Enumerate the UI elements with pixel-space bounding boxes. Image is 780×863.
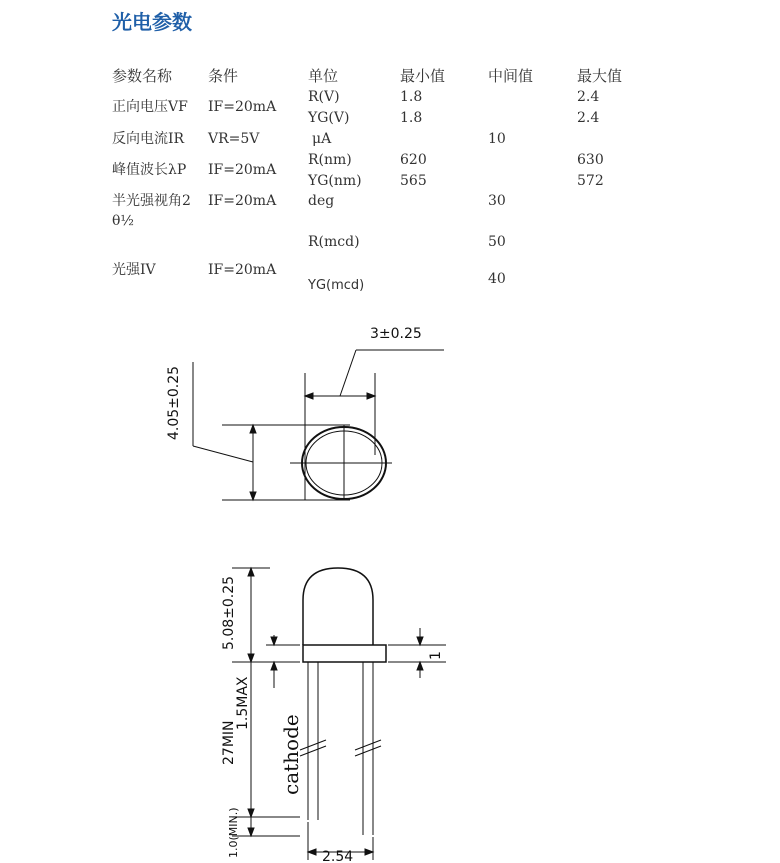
row-wl-min-r: 620	[400, 152, 427, 168]
row-angle-param-line1: 半光强视角2	[112, 193, 191, 209]
row-angle-unit: deg	[308, 193, 335, 209]
row-vf-max-r: 2.4	[577, 89, 600, 105]
row-ir-typ: 10	[488, 131, 506, 147]
top-view	[193, 350, 444, 500]
row-wl-unit-yg: YG(nm)	[308, 173, 362, 189]
cathode-label: cathode	[279, 714, 303, 795]
row-ir-cond: VR=5V	[208, 131, 260, 147]
row-iv-cond: IF=20mA	[208, 262, 277, 278]
row-vf-min-r: 1.8	[400, 89, 423, 105]
row-vf-unit-yg: YG(V)	[308, 110, 350, 126]
row-iv-typ-yg: 40	[488, 271, 506, 287]
page-title: 光电参数	[112, 10, 192, 34]
row-wl-param: 峰值波长λP	[112, 162, 187, 178]
row-vf-cond: IF=20mA	[208, 99, 277, 115]
dim-height-top: 4.05±0.25	[166, 365, 182, 440]
side-view	[232, 568, 446, 860]
row-vf-max-yg: 2.4	[577, 110, 600, 126]
row-wl-min-yg: 565	[400, 173, 427, 189]
row-wl-unit-r: R(nm)	[308, 152, 352, 168]
row-angle-typ: 30	[488, 193, 506, 209]
header-param: 参数名称	[112, 67, 173, 85]
row-iv-typ-r: 50	[488, 234, 506, 250]
dim-flange: 1.5MAX	[235, 676, 251, 730]
row-vf-unit-r: R(V)	[308, 89, 340, 105]
dim-dome: 5.08±0.25	[221, 575, 237, 650]
row-angle-param-line2: θ½	[112, 213, 134, 229]
row-ir-unit: μA	[312, 131, 332, 147]
header-condition: 条件	[208, 67, 239, 85]
row-vf-min-yg: 1.8	[400, 110, 423, 126]
row-wl-max-r: 630	[577, 152, 604, 168]
dim-width-top: 3±0.25	[370, 326, 422, 342]
header-unit: 单位	[308, 67, 339, 85]
row-ir-param: 反向电流IR	[112, 131, 185, 147]
header-typ: 中间值	[488, 67, 534, 85]
row-iv-unit-r: R(mcd)	[308, 234, 360, 250]
row-wl-max-yg: 572	[577, 173, 604, 189]
dim-pitch: 2.54	[322, 849, 354, 863]
row-iv-unit-yg: YG(mcd)	[308, 278, 365, 293]
row-angle-cond: IF=20mA	[208, 193, 277, 209]
dim-flange-thick: 1	[428, 651, 444, 660]
header-min: 最小值	[400, 67, 446, 85]
row-vf-param: 正向电压VF	[112, 99, 188, 115]
dim-bottom: 1.0(MIN.)	[227, 807, 240, 858]
dim-lead: 27MIN	[221, 720, 237, 765]
row-iv-param: 光强IV	[112, 262, 156, 278]
row-wl-cond: IF=20mA	[208, 162, 277, 178]
header-max: 最大值	[577, 67, 623, 85]
